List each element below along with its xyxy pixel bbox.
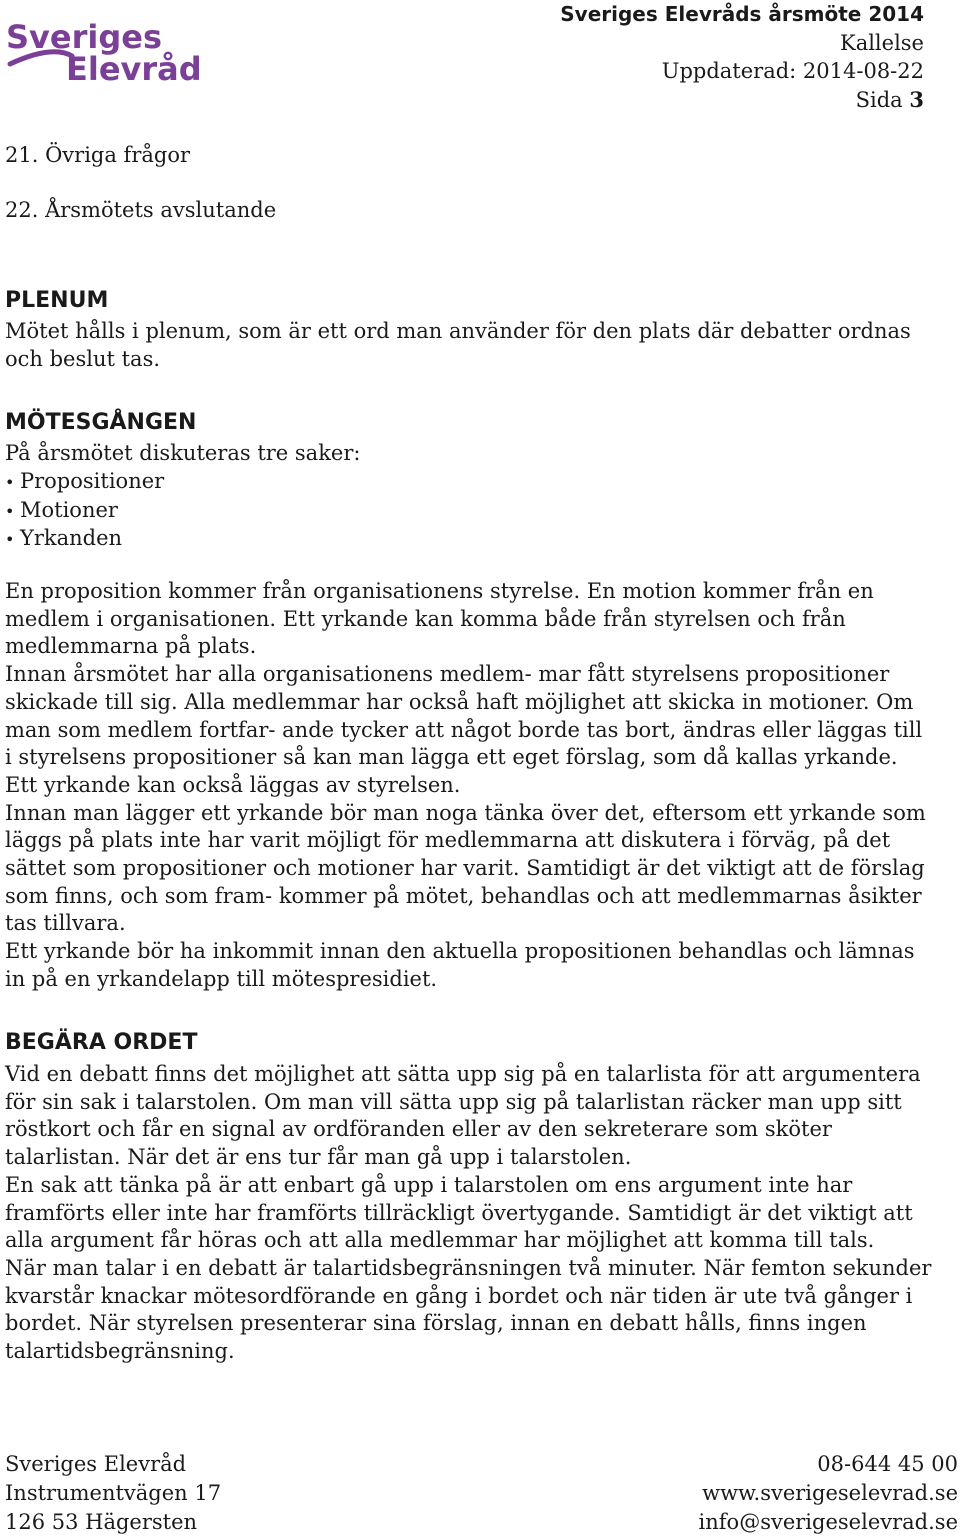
header-updated: Uppdaterad: 2014-08-22 <box>661 59 924 83</box>
paragraph: Innan årsmötet har alla organisationens medlem- mar fått styrelsens propositioner skickade till sig. Alla medlemmar har också haft möjlighet att skicka in motioner. Om man som medlem fortfar- ande tycker att något borde tas bort, ändras eller läggas till i styrelsens propositioner så kan man lägga ett eget förslag, som då kallas yrkande. Ett yrkande kan också läggas av styrelsen. <box>5 662 923 797</box>
list-item-motioner: • Motioner <box>5 497 164 526</box>
footer-address <box>5 1450 221 1537</box>
page-header <box>560 0 924 114</box>
paragraph: En sak att tänka på är att enbart gå upp i talarstolen om ens argument inte har framförts eller inte har framförts tillräckligt övertygande. Samtidigt är det viktigt att alla argument får höras och att alla medlemmar har möjlighet att komma till tals. <box>5 1172 913 1253</box>
footer-contact <box>699 1450 958 1537</box>
paragraph: Vid en debatt finns det möjlighet att sätta upp sig på en talarlista för att argumentera för sin sak i talarstolen. Om man vill sätta upp sig på talarlistan räcker man upp sitt röstkort och får en signal av ordföranden eller av den sekreterare som sköter talarlistan. När det är ens tur får man gå upp i talarstolen. <box>5 1062 921 1170</box>
footer-web-link[interactable]: www.sverigeselevrad.se <box>702 1481 958 1505</box>
footer-email-link[interactable]: info@sverigeselevrad.se <box>698 1510 958 1534</box>
paragraph: Innan man lägger ett yrkande bör man noga tänka över det, eftersom ett yrkande som läggs på plats inte har varit möjligt för medlemmarna att diskutera i förväg, på det sättet som propositioner och motioner har varit. Samtidigt är det viktigt att de förslag som finns, och som fram- kommer på mötet, behandlas och att medlemmarnas åsikter tas tillvara. <box>5 800 926 936</box>
header-doc-type: Kallelse <box>840 30 924 55</box>
header-title: Sveriges Elevråds årsmöte 2014 <box>560 2 924 26</box>
footer-org: Sveriges Elevråd <box>5 1452 187 1476</box>
heading-begara-ordet: BEGÄRA ORDET <box>5 1030 198 1055</box>
header-page <box>560 86 924 115</box>
paragraph: En proposition kommer från organisationens styrelse. En motion kommer från en medlem i organisationen. Ett yrkande kan komma både från styrelsen och från medlemmarna på plats. <box>5 579 874 659</box>
paragraph: När man talar i en debatt är talartidsbegränsningen två minuter. När femton sekunder kvarstår knackar mötesordförande en gång i bordet och när tiden är ute två gånger i bordet. När styrelsen presenterar sina förslag, innan en debatt hålls, finns ingen talartidsbegränsning. <box>5 1255 932 1364</box>
plenum-text: Mötet hålls i plenum, som är ett ord man använder för den plats där debatter ordnas och beslut tas. <box>5 319 911 371</box>
motesgangen-intro: På årsmötet diskuteras tre saker: <box>5 441 361 465</box>
logo-line2: Elevråd <box>66 50 202 84</box>
motesgangen-list <box>5 468 164 554</box>
motesgangen-paragraphs <box>5 578 935 994</box>
sveriges-elevrad-logo <box>6 18 212 84</box>
heading-motesgangen: MÖTESGÅNGEN <box>5 410 197 435</box>
page-number: 3 <box>909 86 924 112</box>
agenda-item-21: 21. Övriga frågor <box>5 143 191 167</box>
agenda-item-22: 22. Årsmötets avslutande <box>5 198 277 222</box>
footer-street: Instrumentvägen 17 <box>5 1481 222 1505</box>
list-item-yrkanden: • Yrkanden <box>5 525 164 554</box>
begara-ordet-paragraphs <box>5 1061 935 1366</box>
footer-city: 126 53 Hägersten <box>5 1510 198 1534</box>
page-label: Sida <box>855 87 903 112</box>
list-item-propositioner: • Propositioner <box>5 468 164 497</box>
heading-plenum: PLENUM <box>5 288 109 313</box>
logo-line1: Sveriges <box>6 18 163 56</box>
footer-phone: 08-644 45 00 <box>817 1452 958 1476</box>
paragraph: Ett yrkande bör ha inkommit innan den aktuella propositionen behandlas och lämnas in på en yrkandelapp till mötespresidiet. <box>5 939 915 991</box>
